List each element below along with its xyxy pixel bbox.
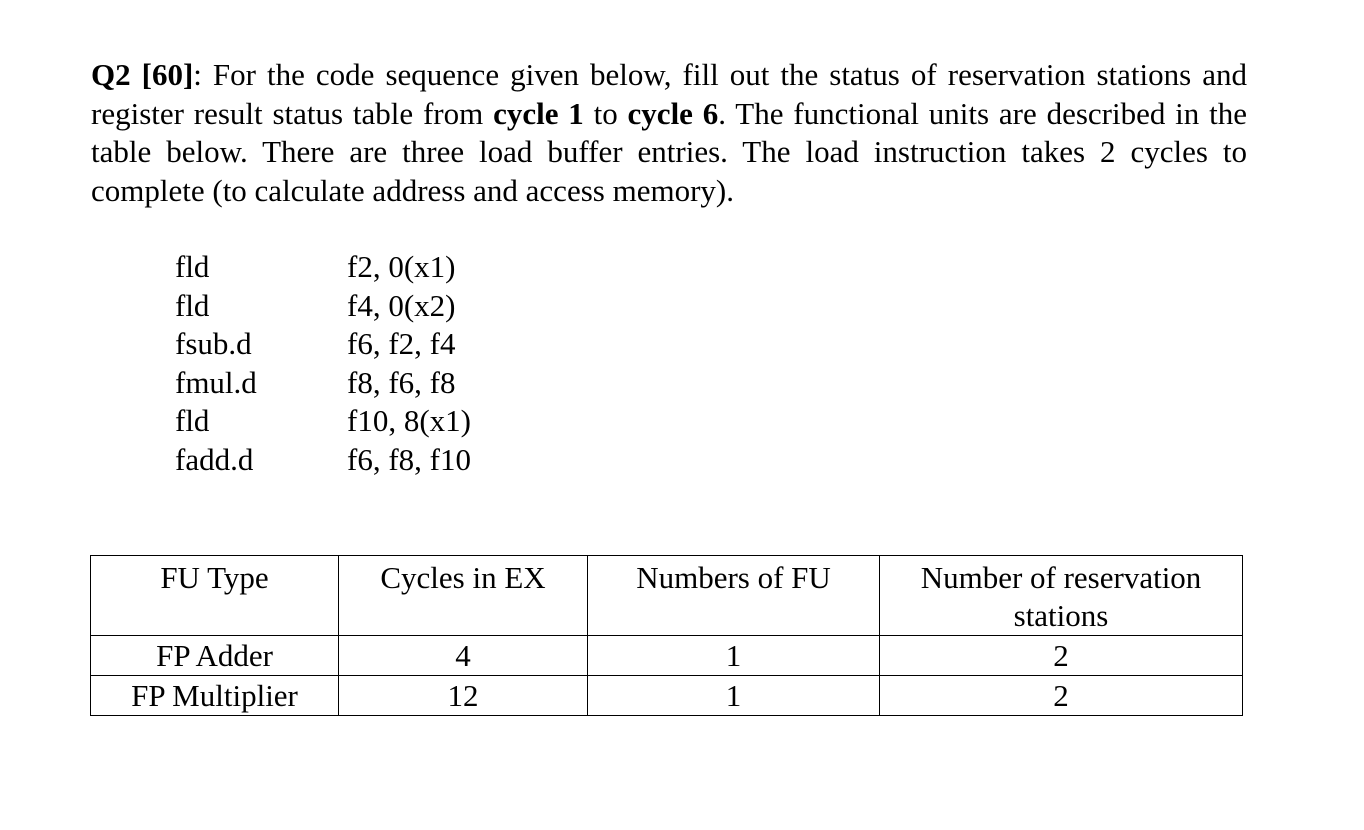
cell-numbers-of-fu: 1 (588, 676, 880, 716)
code-opcode: fadd.d (175, 441, 254, 477)
cell-reservation-stations: 2 (880, 676, 1243, 716)
code-line (175, 441, 471, 480)
code-line (175, 402, 471, 441)
code-opcode: fmul.d (175, 364, 257, 400)
code-sequence (175, 248, 471, 480)
cell-cycles-in-ex: 12 (339, 676, 588, 716)
question-text-part-1: : For the code sequence given below, fill out the status of reservation stations and register result status table from (91, 57, 1247, 131)
code-opcode: fld (175, 287, 210, 323)
code-line (175, 364, 471, 403)
code-operands: f6, f2, f4 (347, 326, 456, 362)
question-paragraph (91, 56, 1247, 210)
code-operands: f10, 8(x1) (347, 403, 471, 439)
cell-numbers-of-fu: 1 (588, 636, 880, 676)
code-opcode: fsub.d (175, 326, 252, 362)
functional-units-table (90, 555, 1243, 716)
header-numbers-of-fu: Numbers of FU (588, 556, 880, 636)
cell-fu-type: FP Adder (91, 636, 339, 676)
code-operands: f6, f8, f10 (347, 441, 471, 477)
question-text-part-2: to (583, 95, 628, 131)
code-line (175, 325, 471, 364)
question-text (91, 56, 1247, 210)
table-row (91, 676, 1243, 716)
code-operands: f4, 0(x2) (347, 287, 456, 323)
cycle-end: cycle 6 (627, 95, 719, 131)
question-label: Q2 [60] (91, 57, 194, 92)
cell-cycles-in-ex: 4 (339, 636, 588, 676)
table-row (91, 636, 1243, 676)
table-header-row (91, 556, 1243, 636)
code-line (175, 287, 471, 326)
header-reservation-stations: Number of reservation stations (880, 556, 1243, 636)
header-fu-type: FU Type (91, 556, 339, 636)
cycle-start: cycle 1 (493, 95, 584, 131)
code-operands: f8, f6, f8 (347, 364, 456, 400)
code-opcode: fld (175, 403, 210, 439)
code-line (175, 248, 471, 287)
header-cycles-in-ex: Cycles in EX (339, 556, 588, 636)
code-opcode: fld (175, 249, 210, 284)
code-operands: f2, 0(x1) (347, 249, 456, 284)
question-text-part-3: . The functional units are described in the table below. There are three load buffer entries. The load instruction takes 2 cycles to complete (to calculate address and access memory). (91, 95, 1247, 208)
cell-reservation-stations: 2 (880, 636, 1243, 676)
cell-fu-type: FP Multiplier (91, 676, 339, 716)
